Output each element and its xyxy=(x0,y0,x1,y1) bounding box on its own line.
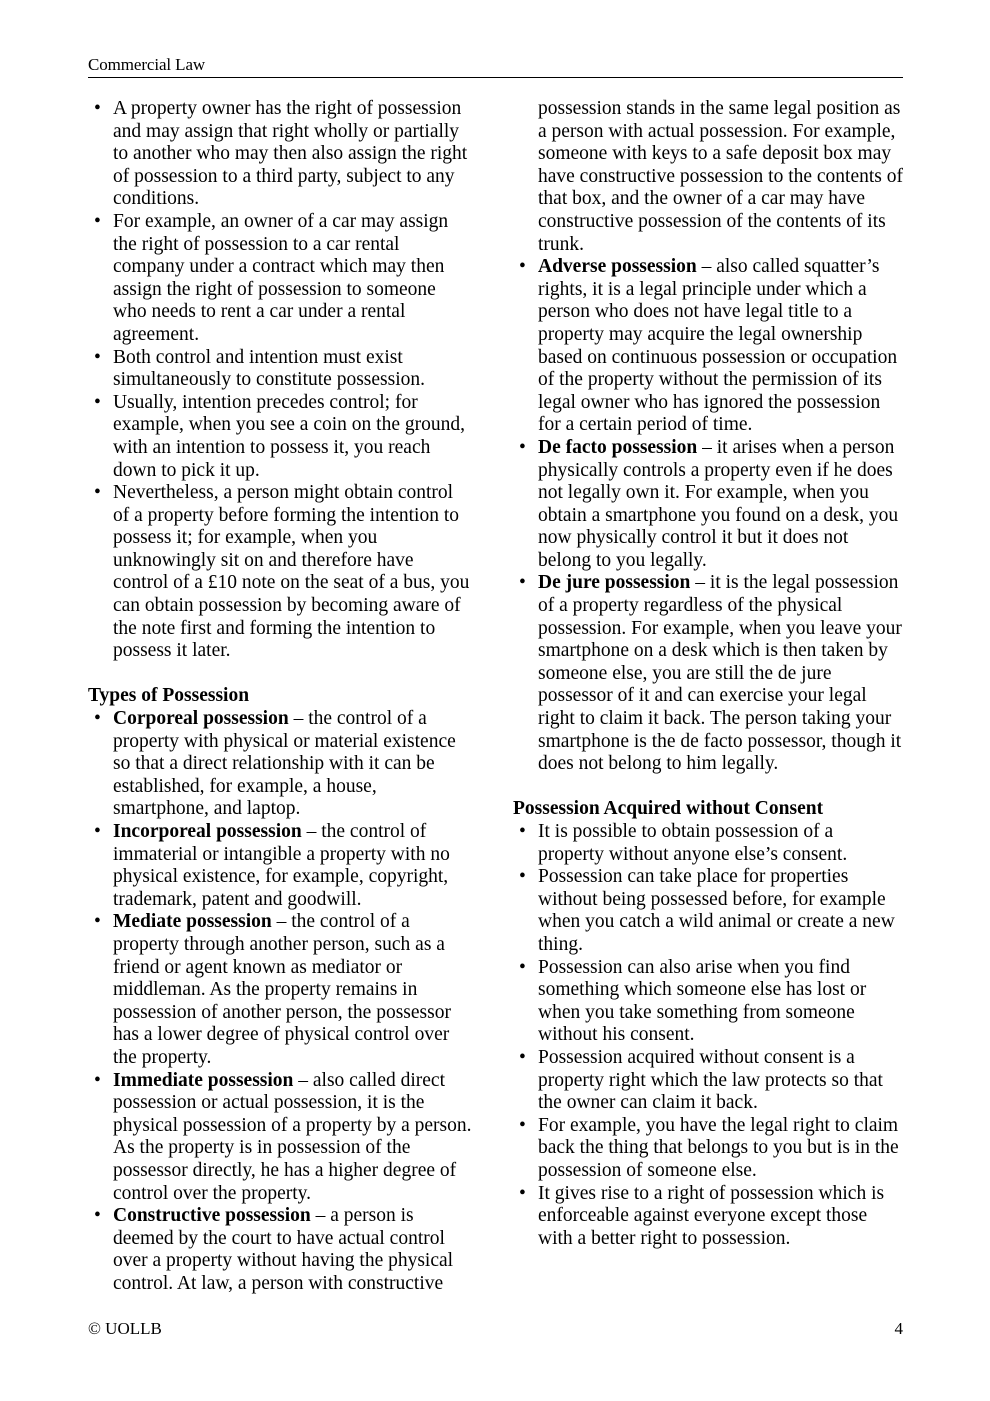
list-item xyxy=(513,256,903,437)
list-item xyxy=(88,708,473,821)
list-item-text: – also called squatter’s rights, it is a legal principle under which a person who does not have legal title to a property may acquire the legal ownership based on continuous possession or occupation of the property without the permission of its legal owner who has ignored the possession for a certain period of time. xyxy=(538,256,898,436)
bullet-icon: • xyxy=(94,210,101,232)
bullet-list xyxy=(88,708,473,1295)
footer-page-number: 4 xyxy=(894,1319,903,1338)
bullet-icon: • xyxy=(519,1182,526,1204)
list-item xyxy=(513,1115,903,1183)
list-item xyxy=(513,821,903,866)
bullet-icon: • xyxy=(94,1069,101,1091)
continued-paragraph: possession stands in the same legal position as a person with actual possession. For example, someone with keys to a safe deposit box may have constructive possession to the contents of that box, and the owner of a car may have constructive possession of the contents of its trunk. xyxy=(538,98,904,255)
list-item-text: Possession can take place for properties without being possessed before, for example when you catch a wild animal or create a new thing. xyxy=(538,866,895,955)
list-item xyxy=(88,911,473,1069)
list-item xyxy=(88,482,473,663)
footer-copyright: © UOLLB xyxy=(88,1319,162,1338)
bullet-icon: • xyxy=(519,956,526,978)
bullet-list xyxy=(513,256,903,776)
list-item-term: Immediate possession xyxy=(113,1069,294,1091)
page-footer xyxy=(88,1318,903,1339)
list-item-text: Possession acquired without consent is a property right which the law protects so that the owner can claim it back. xyxy=(538,1046,883,1114)
list-item-text: For example, an owner of a car may assign the right of possession to a car rental company under a contract which may then assign the right of possession to someone who needs to rent a car under a rental agreement. xyxy=(113,210,449,345)
list-item xyxy=(88,821,473,911)
bullet-list xyxy=(88,98,473,663)
list-item xyxy=(513,1183,903,1251)
bullet-icon: • xyxy=(519,572,526,594)
list-item-term: Adverse possession xyxy=(538,256,697,278)
list-item xyxy=(88,98,473,211)
list-item xyxy=(513,866,903,956)
paragraph-spacer xyxy=(513,776,903,799)
bullet-icon: • xyxy=(519,1046,526,1068)
bullet-icon: • xyxy=(94,346,101,368)
list-item-term: Constructive possession xyxy=(113,1205,311,1227)
list-item-term: Corporeal possession xyxy=(113,708,289,730)
list-item xyxy=(88,392,473,482)
bullet-icon: • xyxy=(519,866,526,888)
list-item xyxy=(513,1047,903,1115)
header-rule xyxy=(88,77,903,78)
bullet-icon: • xyxy=(519,1114,526,1136)
bullet-list xyxy=(513,821,903,1250)
list-item-text: It is possible to obtain possession of a property without anyone else’s consent. xyxy=(538,821,848,865)
list-item-text: Nevertheless, a person might obtain control of a property before forming the intention to possess it; for example, when you unknowingly sit on and therefore have control of a £10 note on the seat of a bus, you can obtain possession by becoming aware of the note first and forming the intention to possess it later. xyxy=(113,482,470,662)
list-item xyxy=(513,437,903,573)
list-item-text: – the control of a property through another person, such as a friend or agent known as mediator or middleman. As the property remains in possession of another person, the possessor has a lower degree of physical control over the property. xyxy=(113,911,451,1068)
list-item-text: – a person is deemed by the court to have actual control over a property without having the physical control. At law, a person with constructive xyxy=(113,1205,454,1294)
bullet-icon: • xyxy=(94,708,101,730)
list-item-term: De jure possession xyxy=(538,572,691,594)
list-item xyxy=(513,572,903,775)
list-item-text: – it arises when a person physically controls a property even if he does not legally own it. For example, when you obtain a smartphone you found on a desk, you now physically control it but it does not belong to you legally. xyxy=(538,436,899,571)
list-item xyxy=(88,1070,473,1206)
running-header xyxy=(88,54,903,78)
list-item-text: Both control and intention must exist simultaneously to constitute possession. xyxy=(113,346,425,391)
bullet-icon: • xyxy=(94,482,101,504)
list-item xyxy=(88,211,473,347)
bullet-icon: • xyxy=(519,821,526,842)
list-item-term: Mediate possession xyxy=(113,911,272,933)
bullet-icon: • xyxy=(519,436,526,458)
list-item xyxy=(88,347,473,392)
right-column xyxy=(513,98,903,1295)
list-item xyxy=(513,957,903,1047)
header-title: Commercial Law xyxy=(88,55,206,74)
list-item-text: – the control of a property with physical or material existence so that a direct relationship with it can be established, for example, a house, smartphone, and laptop. xyxy=(113,708,456,820)
bullet-icon: • xyxy=(94,391,101,413)
list-item-term: Incorporeal possession xyxy=(113,821,302,842)
list-item xyxy=(88,1205,473,1295)
bullet-icon: • xyxy=(519,256,526,278)
list-item-text: Possession can also arise when you find something which someone else has lost or when you take something from someone without his consent. xyxy=(538,956,867,1046)
list-item-text: For example, you have the legal right to claim back the thing that belongs to you but is in the possession of someone else. xyxy=(538,1114,899,1181)
list-item-text: – the control of immaterial or intangible a property with no physical existence, for example, copyright, trademark, patent and goodwill. xyxy=(113,821,450,910)
two-column-body xyxy=(88,98,903,1295)
section-heading: Possession Acquired without Consent xyxy=(513,798,824,820)
bullet-icon: • xyxy=(94,911,101,933)
bullet-icon: • xyxy=(94,1205,101,1227)
list-item-text: A property owner has the right of possession and may assign that right wholly or partially to another who may then also assign the right of possession to a third party, subject to any conditions. xyxy=(113,98,468,210)
list-item-text: It gives rise to a right of possession which is enforceable against everyone except those with a better right to possession. xyxy=(538,1182,885,1249)
paragraph-spacer xyxy=(88,663,473,686)
list-item-text: – it is the legal possession of a property regardless of the physical possession. For example, when you leave your smartphone on a desk which is then taken by someone else, you are still the de jure possessor of it and can exercise your legal right to claim it back. The person taking your smartphone is the de facto possessor, though it does not belong to him legally. xyxy=(538,572,902,775)
list-item-text: Usually, intention precedes control; for example, when you see a coin on the ground, with an intention to possess it, you reach down to pick it up. xyxy=(113,391,465,481)
list-item-text: – also called direct possession or actual possession, it is the physical possession of a property by a person. As the property is in possession of the possessor directly, he has a higher degree of control over the property. xyxy=(113,1069,472,1204)
left-column xyxy=(88,98,473,1295)
bullet-icon: • xyxy=(94,98,101,119)
section-heading: Types of Possession xyxy=(88,685,250,707)
list-item-term: De facto possession xyxy=(538,436,698,458)
bullet-icon: • xyxy=(94,821,101,842)
